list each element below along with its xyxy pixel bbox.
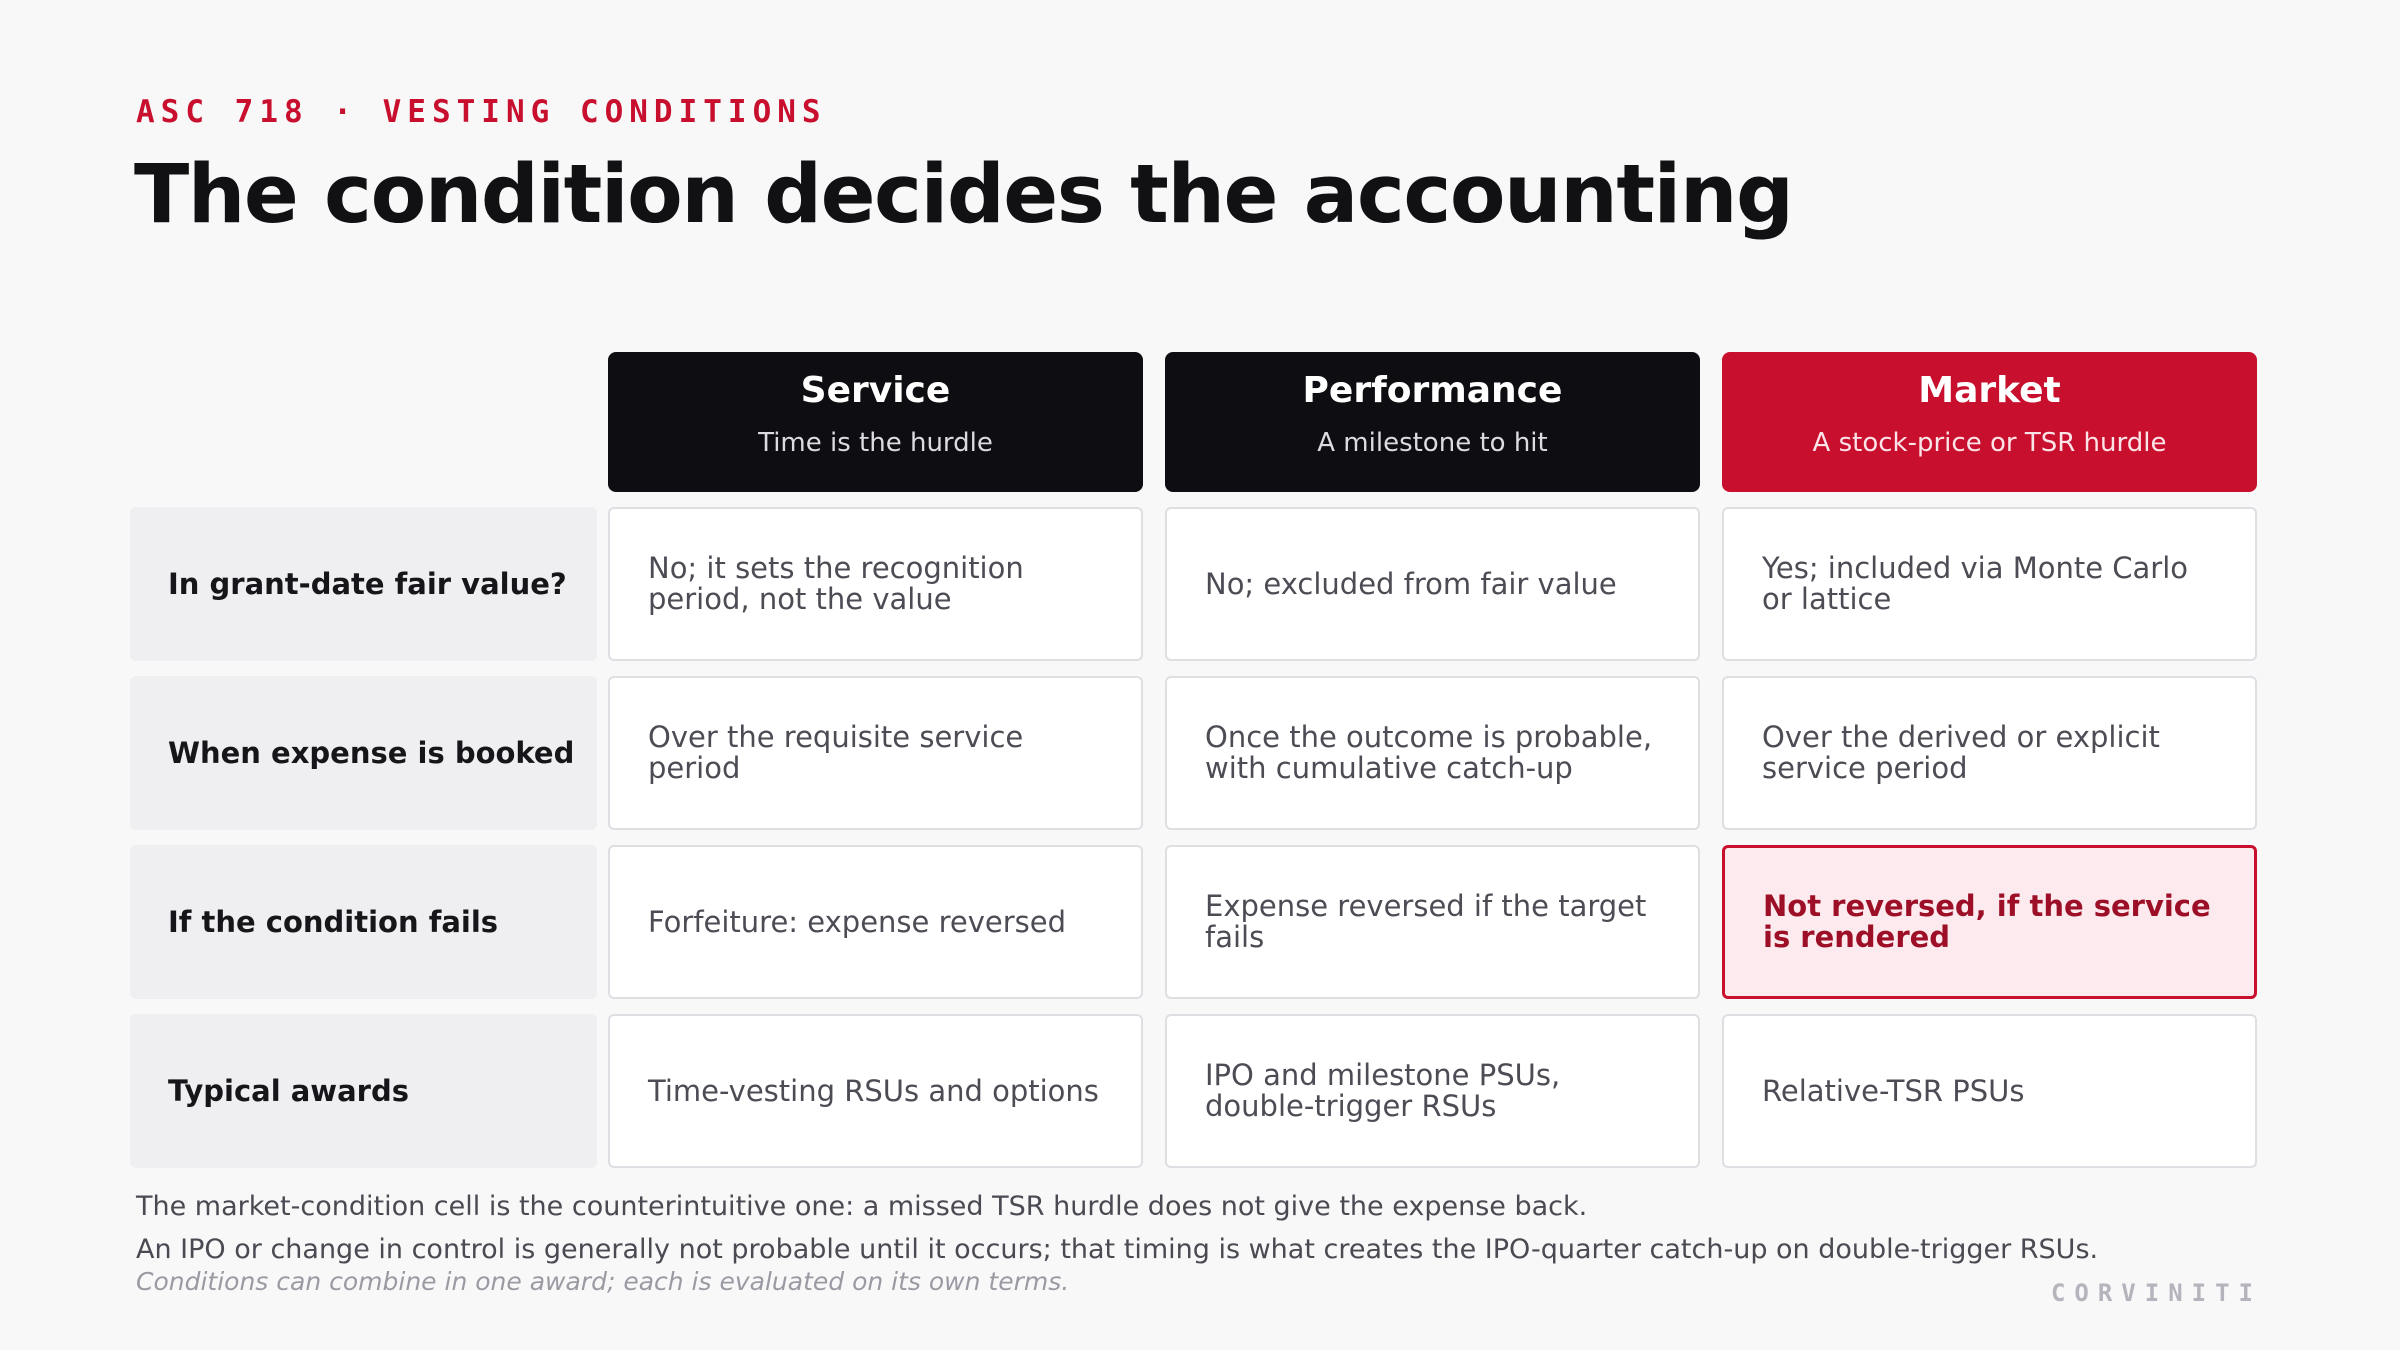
cell-typical-awards-service: Time-vesting RSUs and options bbox=[608, 1014, 1143, 1168]
column-label: Service bbox=[800, 370, 951, 411]
row-label-expense-booked: When expense is booked bbox=[130, 676, 597, 830]
cell-typical-awards-market: Relative-TSR PSUs bbox=[1722, 1014, 2257, 1168]
column-subtitle: A milestone to hit bbox=[1317, 428, 1548, 458]
column-label: Performance bbox=[1302, 370, 1563, 411]
row-label-condition-fails: If the condition fails bbox=[130, 845, 597, 999]
cell-expense-booked-market: Over the derived or explicit service period bbox=[1722, 676, 2257, 830]
column-label: Market bbox=[1918, 370, 2061, 411]
cell-condition-fails-market-highlight: Not reversed, if the service is rendered bbox=[1722, 845, 2257, 999]
cell-typical-awards-performance: IPO and milestone PSUs, double-trigger RSUs bbox=[1165, 1014, 1700, 1168]
page-title: The condition decides the accounting bbox=[134, 148, 1793, 242]
eyebrow: ASC 718 · VESTING CONDITIONS bbox=[136, 94, 827, 130]
footnote-combine: Conditions can combine in one award; each is evaluated on its own terms. bbox=[136, 1267, 1070, 1296]
row-label-typical-awards: Typical awards bbox=[130, 1014, 597, 1168]
column-subtitle: A stock-price or TSR hurdle bbox=[1812, 428, 2167, 458]
cell-condition-fails-performance: Expense reversed if the target fails bbox=[1165, 845, 1700, 999]
column-header-service bbox=[608, 352, 1143, 492]
brand-logo: CORVINITI bbox=[2050, 1279, 2262, 1307]
cell-fair-value-performance: No; excluded from fair value bbox=[1165, 507, 1700, 661]
cell-condition-fails-service: Forfeiture: expense reversed bbox=[608, 845, 1143, 999]
cell-expense-booked-service: Over the requisite service period bbox=[608, 676, 1143, 830]
cell-fair-value-market: Yes; included via Monte Carlo or lattice bbox=[1722, 507, 2257, 661]
column-header-market bbox=[1722, 352, 2257, 492]
footnote-ipo: An IPO or change in control is generally not probable until it occurs; that timing is what creates the IPO-quarter catch-up on double-trigger RSUs. bbox=[136, 1234, 2099, 1265]
column-subtitle: Time is the hurdle bbox=[758, 428, 993, 458]
column-header-performance bbox=[1165, 352, 1700, 492]
row-label-fair-value: In grant-date fair value? bbox=[130, 507, 597, 661]
cell-fair-value-service: No; it sets the recognition period, not the value bbox=[608, 507, 1143, 661]
cell-expense-booked-performance: Once the outcome is probable, with cumulative catch-up bbox=[1165, 676, 1700, 830]
footnote-market: The market-condition cell is the counterintuitive one: a missed TSR hurdle does not give the expense back. bbox=[136, 1191, 1588, 1222]
